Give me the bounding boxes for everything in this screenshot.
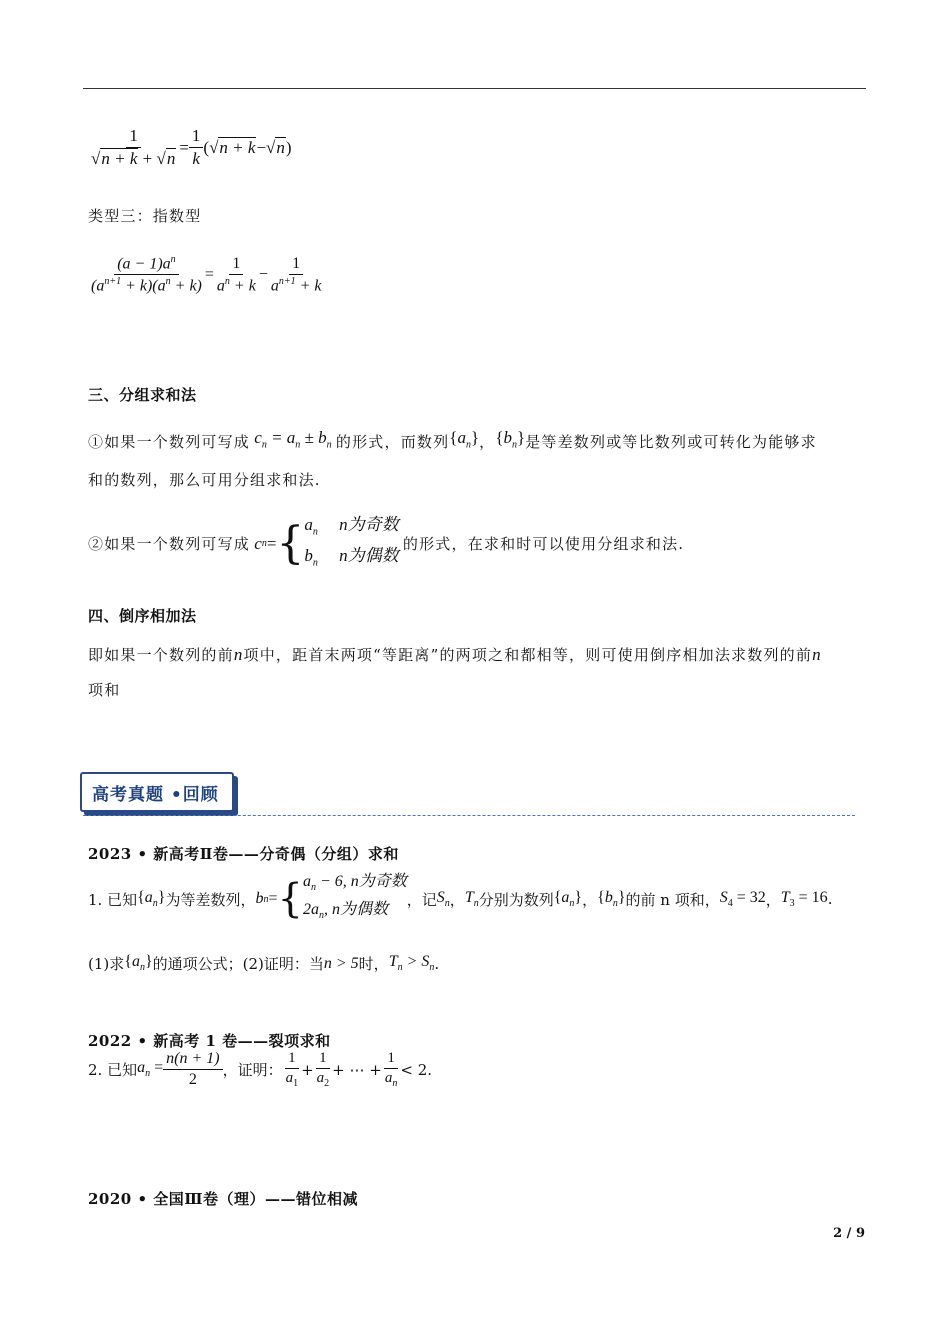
sec3-paragraph-1-line2: 和的数列，那么可用分组求和法.	[88, 471, 321, 489]
formula-sqrt: $\frac{1}{√n + k + √n}$ = $\frac{1}{k}$ (√ n + k − √ n )	[91, 126, 292, 168]
frac-num: 1	[126, 126, 141, 148]
sec4-paragraph: 即如果一个数列的前n项中，距首末两项“等距离”的两项之和都相等，则可使用倒序相加法求数列的前n	[88, 645, 822, 664]
sec3-paragraph-2: ②如果一个数列可写成 c n = { $a_n$ n为奇数 $b_n$ n为偶数 的形式，在求和时可以使用分组求和法.	[88, 514, 685, 569]
question-1-title: 2023 • 新高考Ⅱ卷——分奇偶（分组）求和	[88, 845, 399, 863]
section-3-title: 三、分组求和法	[88, 386, 197, 404]
question-2-stem: 2. 已知 $a_n$ = $\frac{n(n + 1)}{2}$ ，证明： $\frac{1}{a_1}$ + $\frac{1}{a_2}$ + ⋯ + $\frac{1}{a_n}$ < 2 .	[88, 1050, 433, 1089]
banner-dashed-rule	[83, 815, 855, 816]
type3-label: 类型三：指数型	[88, 207, 202, 225]
sec4-paragraph-line2: 项和	[88, 681, 121, 699]
banner-title: 高考真题 •回顾	[92, 785, 219, 805]
question-3-title: 2020 • 全国Ⅲ卷（理）——错位相减	[88, 1190, 359, 1208]
formula-exp: $\frac{(a - 1)a^n}{(a^{n+1} + k)(a^n + k)}$ = $\frac{1}{a^n + k}$ − $\frac{1}{a^{n+1} + k}$	[91, 254, 322, 295]
section-4-title: 四、倒序相加法	[88, 607, 197, 625]
question-1-stem: 1. 已知 $\{a_n\}$ 为等差数列， b n = { $a_n - 6$, n为奇数 $2a_n$, n为偶数 ，记 $S_n$ ， $T_n$ 分别为数列 $\{a_n\}$ ， $\{b_n\}$ 的前 n 项和， $S_4 = 32$ ， $T_3 = 16$ .	[88, 872, 833, 922]
header-rule	[83, 88, 866, 89]
question-1-subparts: (1)求 $\{a_n\}$ 的通项公式；(2)证明：当 n > 5 时， $T_n > S_n$ .	[88, 953, 440, 974]
question-2-title: 2022 • 新高考 1 卷——裂项求和	[88, 1032, 331, 1050]
page-number: 2 / 9	[833, 1226, 865, 1241]
sec3-paragraph-1: ①如果一个数列可写成 $c_n = a_n \pm b_n$ 的形式，而数列 $\{a_n\}$ ， $\{b_n\}$ 是等差数列或等比数列或可转化为能够求	[88, 428, 817, 451]
section-banner	[80, 772, 240, 812]
